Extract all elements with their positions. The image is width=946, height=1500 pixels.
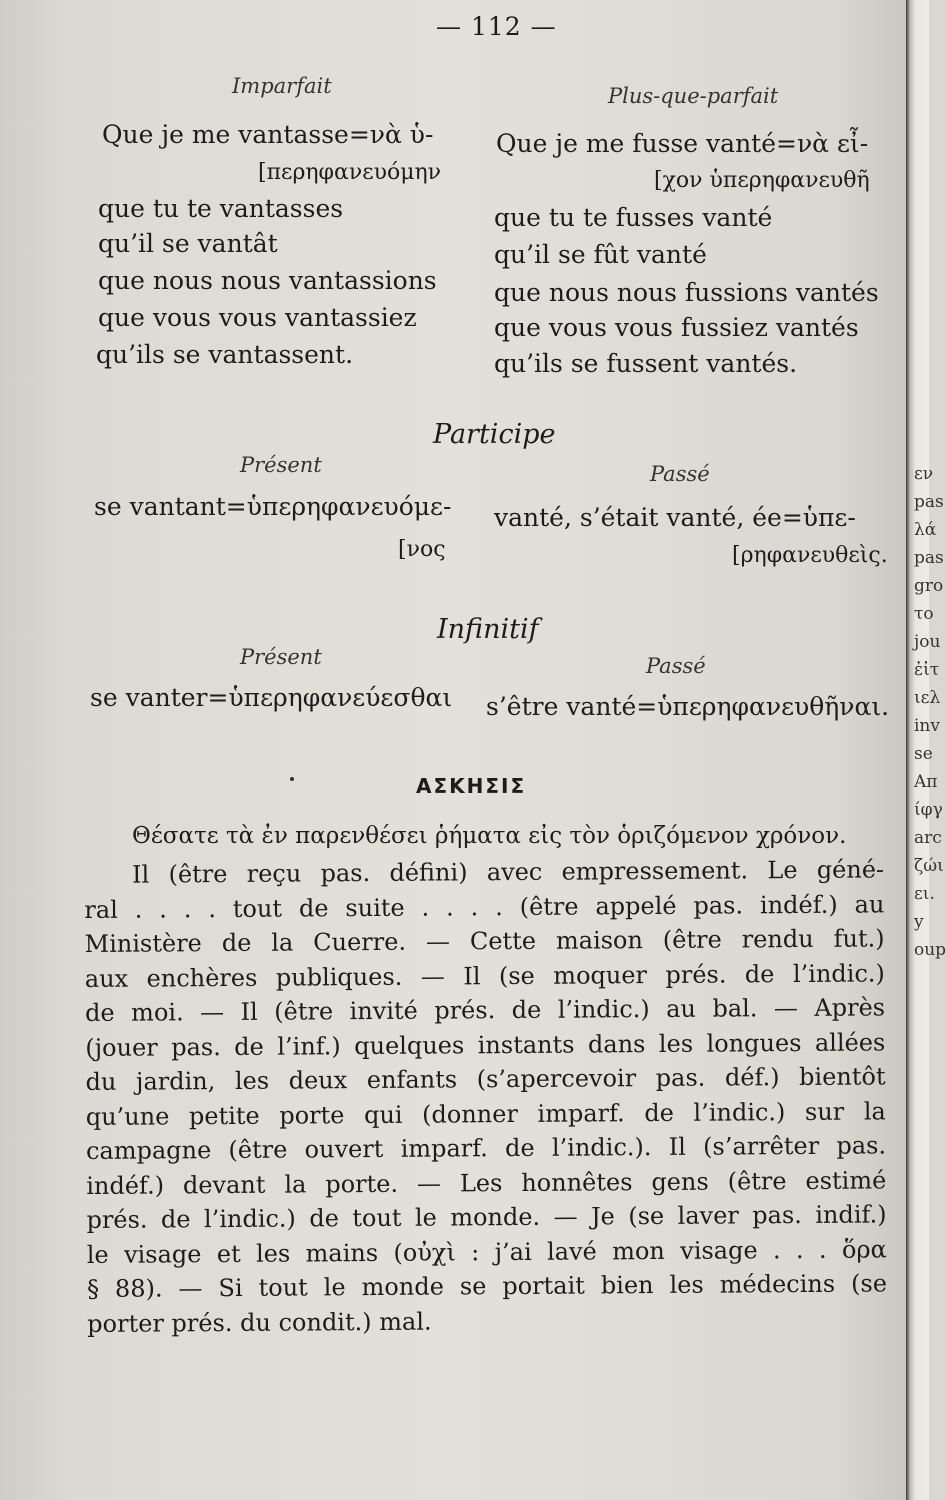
exercise-line: prés. de l’indic.) de tout le monde. — Je (se laver pas. indif.) bbox=[86, 1200, 887, 1234]
pluperfect-line: que vous vous fussiez vantés bbox=[494, 313, 859, 342]
participle-present-label: Présent bbox=[240, 453, 322, 477]
infinitive-present-line: se vanter=ὑπερηφανεύεσθαι bbox=[90, 683, 453, 712]
infinitive-past-line: s’être vanté=ὑπερηφανευθῆναι. bbox=[486, 692, 890, 721]
edge-fragment: gro bbox=[914, 576, 944, 596]
participle-present-line: se vantant=ὑπερηφανευόμε- bbox=[94, 492, 452, 521]
exercise-line: ral . . . . tout de suite . . . . (être appelé pas. indéf.) au bbox=[84, 889, 885, 924]
edge-fragment: ἐἰτ bbox=[914, 660, 940, 680]
exercises-instruction: Θέσατε τὰ ἐν παρενθέσει ῥήματα εἰς τὸν ὁριζόμενον χρόνον. bbox=[132, 823, 847, 849]
participle-past-line: vanté, s’était vanté, ée=ὑπε- bbox=[494, 503, 856, 532]
imperfect-heading: Imparfait bbox=[232, 74, 332, 98]
exercise-line: du jardin, les deux enfants (s’apercevoir pas. déf.) bientôt bbox=[85, 1062, 886, 1096]
imperfect-line: [περηφανευόμην bbox=[258, 160, 442, 185]
edge-fragment: ίφγ bbox=[914, 800, 943, 820]
pluperfect-line: qu’il se fût vanté bbox=[494, 240, 707, 269]
edge-fragment: ζώι bbox=[914, 856, 944, 876]
exercise-line: campagne (être ouvert imparf. de l’indic.). Il (s’arrêter pas. bbox=[85, 1131, 887, 1165]
exercise-line: de moi. — Il (être invité prés. de l’indic.) au bal. — Après bbox=[84, 993, 886, 1027]
edge-fragment: το bbox=[914, 604, 934, 624]
exercise-line: Il (être reçu pas. défini) avec empressement. Le géné- bbox=[132, 855, 885, 889]
exercise-line: (jouer pas. de l’inf.) quelques instants dans les longues allées bbox=[85, 1027, 886, 1062]
imperfect-line: que vous vous vantassiez bbox=[98, 303, 417, 332]
edge-fragment: jou bbox=[914, 632, 941, 652]
page-number: — 112 — bbox=[436, 12, 557, 41]
next-page-fragments bbox=[914, 460, 946, 964]
imperfect-line: qu’ils se vantassent. bbox=[96, 340, 354, 369]
imperfect-line: que tu te vantasses bbox=[98, 194, 344, 223]
infinitive-title: Infinitif bbox=[437, 614, 539, 645]
participle-title: Participe bbox=[433, 419, 556, 450]
edge-fragment: ιελ bbox=[914, 688, 941, 708]
infinitive-present-label: Présent bbox=[240, 645, 322, 669]
pluperfect-heading: Plus-que-parfait bbox=[608, 84, 779, 108]
edge-fragment: pas bbox=[914, 548, 944, 568]
print-speck bbox=[290, 777, 294, 781]
exercise-paragraph bbox=[84, 852, 887, 1341]
edge-fragment: se bbox=[914, 744, 933, 764]
pluperfect-line: Que je me fusse vanté=νὰ εἶ- bbox=[496, 129, 869, 158]
imperfect-line: que nous nous vantassions bbox=[98, 266, 437, 295]
participle-past-line: [ρηφανευθεὶς. bbox=[732, 543, 888, 568]
participle-past-label: Passé bbox=[650, 462, 710, 486]
exercises-title: ΑΣΚΗΣΙΣ bbox=[416, 774, 527, 798]
edge-fragment: pas bbox=[914, 492, 944, 512]
edge-fragment: oup bbox=[914, 940, 946, 960]
exercise-line: indéf.) devant la porte. — Les honnêtes gens (être estimé bbox=[86, 1165, 887, 1200]
imperfect-line: Que je me vantasse=νὰ ὑ- bbox=[102, 120, 434, 149]
imperfect-line: qu’il se vantât bbox=[98, 229, 278, 258]
edge-fragment: arc bbox=[914, 828, 942, 848]
edge-fragment: Απ bbox=[914, 772, 938, 792]
edge-fragment: λά bbox=[914, 520, 937, 540]
edge-fragment: y bbox=[914, 912, 924, 932]
exercise-line: aux enchères publiques. — Il (se moquer prés. de l’indic.) bbox=[84, 958, 885, 993]
edge-fragment: inv bbox=[914, 716, 940, 736]
exercise-line: Ministère de la Cuerre. — Cette maison (être rendu fut.) bbox=[84, 924, 885, 958]
infinitive-past-label: Passé bbox=[646, 654, 706, 678]
exercise-line: § 88). — Si tout le monde se portait bien les médecins (se bbox=[86, 1269, 888, 1303]
pluperfect-line: que tu te fusses vanté bbox=[494, 203, 773, 232]
exercise-line: porter prés. du condit.) mal. bbox=[87, 1307, 432, 1338]
edge-fragment: εν bbox=[914, 464, 934, 484]
edge-fragment: ει. bbox=[914, 884, 935, 904]
exercise-line: qu’une petite porte qui (donner imparf. de l’indic.) sur la bbox=[85, 1096, 886, 1131]
pluperfect-line: qu’ils se fussent vantés. bbox=[494, 349, 798, 378]
pluperfect-line: [χον ὑπερηφανευθῆ bbox=[654, 168, 870, 193]
pluperfect-line: que nous nous fussions vantés bbox=[494, 278, 879, 307]
participle-present-line: [νος bbox=[398, 537, 446, 562]
exercise-line: le visage et les mains (οὐχὶ : j’ai lavé mon visage . . . ὅρα bbox=[86, 1234, 887, 1269]
